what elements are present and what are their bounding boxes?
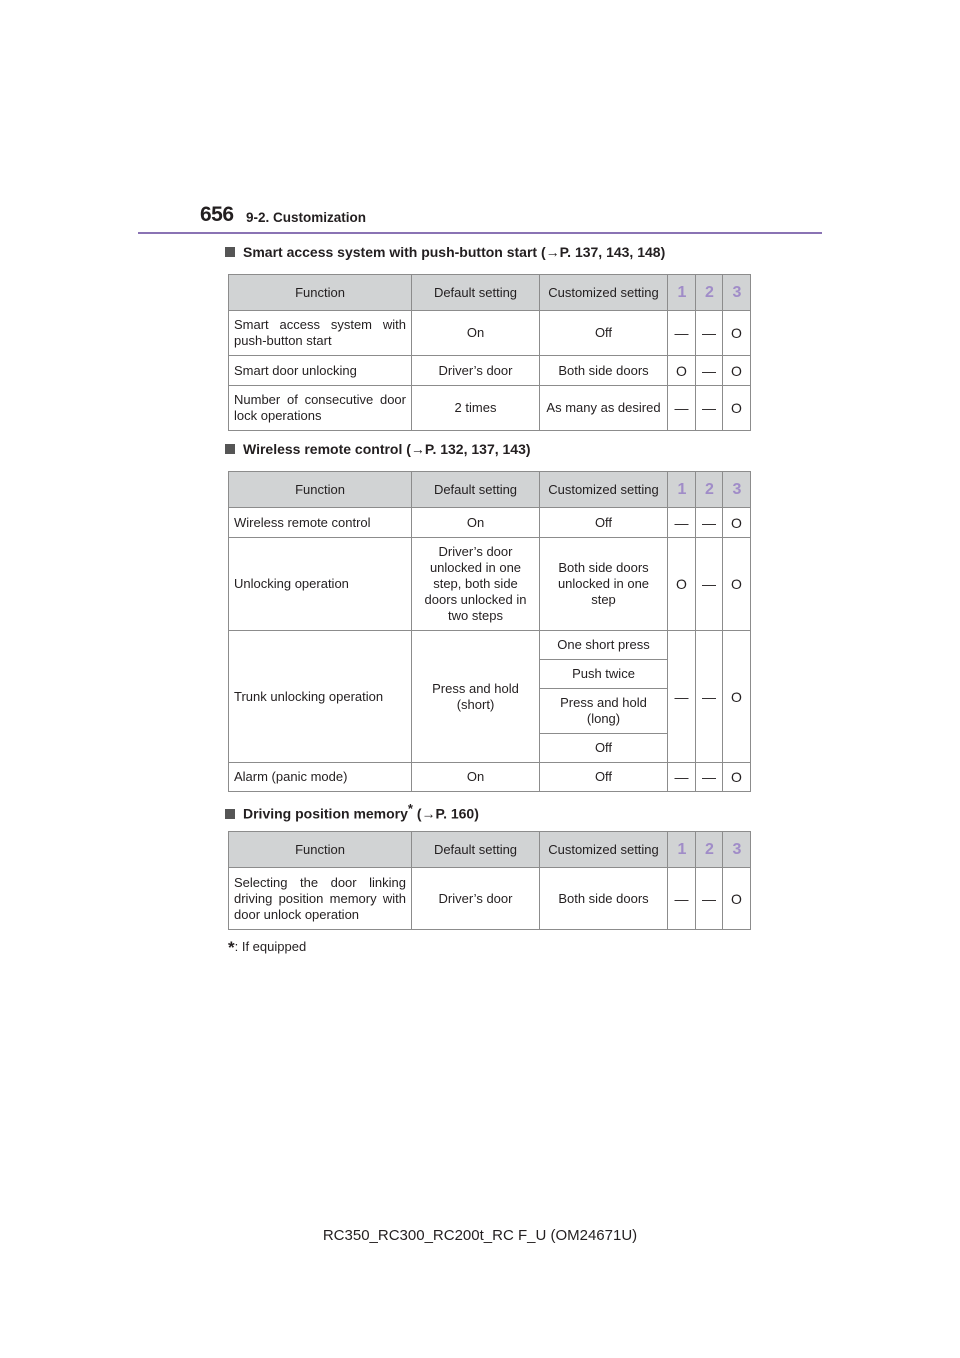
- column-header-customized: Customized setting: [540, 275, 668, 311]
- cell-mark-3: O: [723, 508, 751, 538]
- cell-function: Number of consecutive door lock operations: [229, 386, 412, 431]
- table-header-row: [229, 275, 751, 311]
- cell-mark-3: O: [723, 631, 751, 763]
- cell-mark-1: O: [668, 356, 696, 386]
- table-row: [229, 868, 751, 930]
- column-header-icon-2: [696, 472, 723, 508]
- section-heading-wireless-remote: [225, 441, 531, 457]
- cell-customized: Off: [540, 508, 668, 538]
- cell-mark-2: —: [696, 356, 723, 386]
- table-driving-position: [228, 831, 751, 930]
- cell-default: On: [412, 311, 540, 356]
- number-2-icon: 2: [705, 481, 713, 498]
- cell-default: Driver’s door unlocked in one step, both side doors unlocked in two steps: [412, 538, 540, 631]
- cell-mark-3: O: [723, 386, 751, 431]
- column-header-default: Default setting: [412, 472, 540, 508]
- table-smart-access: [228, 274, 751, 431]
- cell-mark-3: O: [723, 763, 751, 792]
- section-heading-text: Smart access system with push-button start (→P. 137, 143, 148): [243, 244, 666, 260]
- cell-customized: Both side doors: [540, 868, 668, 930]
- column-header-icon-3: [723, 275, 751, 311]
- number-3-icon: 3: [732, 841, 741, 858]
- cell-customized: Both side doors: [540, 356, 668, 386]
- footer-model-code: RC350_RC300_RC200t_RC F_U (OM24671U): [322, 1227, 638, 1244]
- column-header-default: Default setting: [412, 275, 540, 311]
- cell-mark-3: O: [723, 538, 751, 631]
- cell-mark-1: —: [668, 868, 696, 930]
- table-header-row: [229, 472, 751, 508]
- cell-default: 2 times: [412, 386, 540, 431]
- column-header-icon-2: [696, 275, 723, 311]
- cell-customized: As many as desired: [540, 386, 668, 431]
- table-header-row: [229, 832, 751, 868]
- cell-mark-1: —: [668, 311, 696, 356]
- number-2-icon: 2: [705, 841, 713, 858]
- square-bullet-icon: [225, 247, 235, 257]
- cell-mark-3: O: [723, 311, 751, 356]
- section-heading-text: Driving position memory: [243, 805, 408, 822]
- cell-default: Press and hold (short): [412, 631, 540, 763]
- table-row: [229, 508, 751, 538]
- cell-mark-2: —: [696, 508, 723, 538]
- column-header-icon-3: [723, 832, 751, 868]
- column-header-icon-1: [668, 275, 696, 311]
- cell-default: Driver’s door: [412, 868, 540, 930]
- square-bullet-icon: [225, 809, 235, 819]
- column-header-icon-3: [723, 472, 751, 508]
- cell-mark-2: —: [696, 538, 723, 631]
- table-row: [229, 386, 751, 431]
- cell-default: Driver’s door: [412, 356, 540, 386]
- cell-customized-option: Press and hold (long): [540, 689, 668, 734]
- section-heading-driving-position: [225, 801, 479, 822]
- cell-mark-1: —: [668, 763, 696, 792]
- table-row: [229, 356, 751, 386]
- table-row: [229, 631, 751, 660]
- cell-customized-option: Push twice: [540, 660, 668, 689]
- cell-customized: Both side doors unlocked in one step: [540, 538, 668, 631]
- cell-mark-2: —: [696, 386, 723, 431]
- cell-default: On: [412, 508, 540, 538]
- cell-customized-option: One short press: [540, 631, 668, 660]
- cell-customized: Off: [540, 763, 668, 792]
- footnote-text: : If equipped: [234, 939, 307, 954]
- number-3-icon: 3: [732, 481, 741, 498]
- cell-customized: Off: [540, 311, 668, 356]
- number-1-icon: 1: [677, 841, 686, 858]
- column-header-function: Function: [229, 472, 412, 508]
- table-row: [229, 538, 751, 631]
- footnote-star-marker: *: [407, 801, 413, 816]
- number-1-icon: 1: [677, 284, 686, 301]
- cell-mark-1: —: [668, 386, 696, 431]
- cell-customized-option: Off: [540, 734, 668, 763]
- cell-function: Smart access system with push-button start: [229, 311, 412, 356]
- page-number: 656: [200, 203, 234, 226]
- column-header-default: Default setting: [412, 832, 540, 868]
- footnote: [228, 938, 306, 958]
- section-label: 9-2. Customization: [246, 210, 367, 225]
- column-header-customized: Customized setting: [540, 472, 668, 508]
- square-bullet-icon: [225, 444, 235, 454]
- column-header-icon-1: [668, 472, 696, 508]
- cell-mark-2: —: [696, 868, 723, 930]
- header-rule: [138, 232, 822, 234]
- cell-function: Wireless remote control: [229, 508, 412, 538]
- cell-function: Trunk unlocking operation: [229, 631, 412, 763]
- column-header-function: Function: [229, 275, 412, 311]
- footnote-star: *: [228, 938, 235, 957]
- cell-function: Selecting the door linking driving position memory with door unlock operation: [229, 868, 412, 930]
- section-heading-ref: (→P. 160): [412, 805, 479, 822]
- cell-mark-3: O: [723, 868, 751, 930]
- section-heading-text: Wireless remote control (→P. 132, 137, 143): [243, 441, 531, 457]
- cell-mark-3: O: [723, 356, 751, 386]
- cell-mark-1: O: [668, 538, 696, 631]
- column-header-icon-1: [668, 832, 696, 868]
- number-3-icon: 3: [732, 284, 741, 301]
- column-header-customized: Customized setting: [540, 832, 668, 868]
- number-1-icon: 1: [677, 481, 686, 498]
- cell-mark-2: —: [696, 763, 723, 792]
- page-header: [200, 203, 822, 235]
- cell-mark-1: —: [668, 631, 696, 763]
- table-wireless-remote: [228, 471, 751, 792]
- cell-function: Unlocking operation: [229, 538, 412, 631]
- cell-default: On: [412, 763, 540, 792]
- cell-function: Smart door unlocking: [229, 356, 412, 386]
- table-row: [229, 311, 751, 356]
- cell-mark-2: —: [696, 631, 723, 763]
- cell-mark-2: —: [696, 311, 723, 356]
- table-row: [229, 763, 751, 792]
- column-header-icon-2: [696, 832, 723, 868]
- column-header-function: Function: [229, 832, 412, 868]
- section-heading-smart-access: [225, 244, 665, 260]
- number-2-icon: 2: [705, 284, 713, 301]
- cell-mark-1: —: [668, 508, 696, 538]
- cell-function: Alarm (panic mode): [229, 763, 412, 792]
